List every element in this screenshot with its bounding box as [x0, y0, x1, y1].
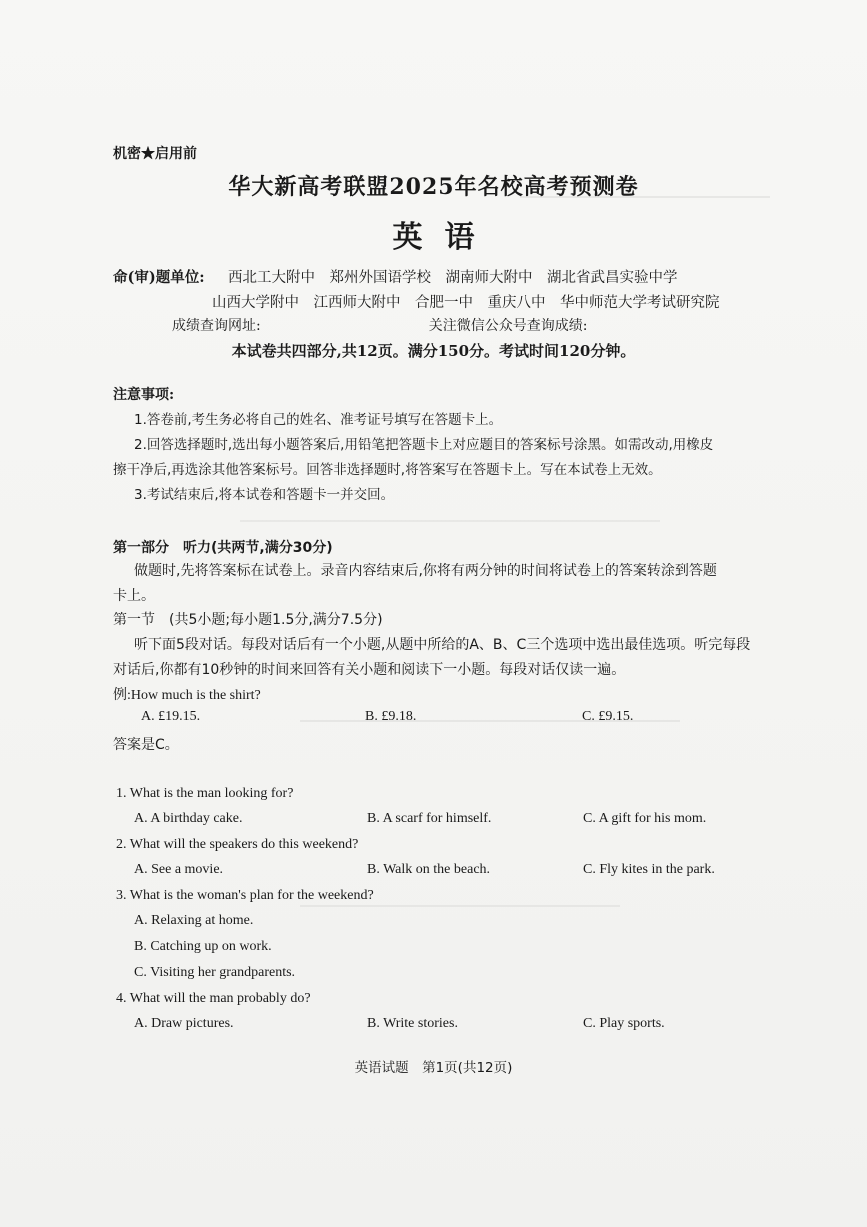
exam-summary: 本试卷共四部分,共12页。满分150分。考试时间120分钟。 [231, 342, 636, 360]
question-4: 4. What will the man probably do? [116, 991, 311, 1006]
question-2-option-c: C. Fly kites in the park. [583, 862, 715, 877]
question-2-option-a: A. See a movie. [134, 862, 224, 877]
score-query-label: 成绩查询网址: [172, 318, 261, 334]
notice-item-1: 1.答卷前,考生务必将自己的姓名、准考证号填写在答题卡上。 [134, 412, 503, 428]
part1-intro-cont: 卡上。 [113, 588, 155, 604]
notice-title: 注意事项: [113, 387, 175, 403]
question-1-option-c: C. A gift for his mom. [583, 811, 707, 826]
question-1-option-b: B. A scarf for himself. [367, 811, 492, 826]
units-line-1: 西北工大附中 郑州外国语学校 湖南师大附中 湖北省武昌实验中学 [228, 270, 678, 286]
example-option-b: B. £9.18. [365, 709, 417, 724]
bleed-through-mark [300, 905, 620, 907]
subject-title: 英语 [392, 220, 497, 255]
question-4-option-c: C. Play sports. [583, 1016, 665, 1031]
units-line-2: 山西大学附中 江西师大附中 合肥一中 重庆八中 华中师范大学考试研究院 [212, 295, 720, 311]
example-option-c: C. £9.15. [582, 709, 634, 724]
question-1: 1. What is the man looking for? [116, 786, 294, 801]
units-label: 命(审)题单位: [113, 269, 205, 286]
question-2-option-b: B. Walk on the beach. [367, 862, 491, 877]
part1-title: 第一部分 听力(共两节,满分30分) [113, 540, 333, 556]
notice-item-3: 3.考试结束后,将本试卷和答题卡一并交回。 [134, 487, 395, 503]
question-3: 3. What is the woman's plan for the weekend? [116, 888, 374, 903]
example-question: 例:How much is the shirt? [113, 688, 261, 703]
section1-instructions: 听下面5段对话。每段对话后有一个小题,从题中所给的A、B、C三个选项中选出最佳选项。听完每段 [134, 637, 751, 653]
bleed-through-mark [240, 520, 660, 522]
question-1-option-a: A. A birthday cake. [134, 811, 243, 826]
confidential-label: 机密★启用前 [113, 146, 197, 162]
part1-intro: 做题时,先将答案标在试卷上。录音内容结束后,你将有两分钟的时间将试卷上的答案转涂到答题 [134, 563, 717, 579]
notice-item-2-cont: 擦干净后,再选涂其他答案标号。回答非选择题时,将答案写在答题卡上。写在本试卷上无效。 [113, 462, 662, 478]
example-option-a: A. £19.15. [141, 709, 201, 724]
example-answer: 答案是C。 [113, 737, 179, 753]
exam-title: 华大新高考联盟2025年名校高考预测卷 [228, 174, 639, 200]
question-3-option-a: A. Relaxing at home. [134, 913, 254, 928]
question-4-option-a: A. Draw pictures. [134, 1016, 234, 1031]
question-3-option-c: C. Visiting her grandparents. [134, 965, 296, 980]
query-line [172, 315, 587, 335]
section1-instructions-cont: 对话后,你都有10秒钟的时间来回答有关小题和阅读下一小题。每段对话仅读一遍。 [113, 662, 626, 678]
question-2: 2. What will the speakers do this weekend? [116, 837, 359, 852]
section1-title: 第一节 (共5小题;每小题1.5分,满分7.5分) [113, 612, 383, 628]
wechat-query-label: 关注微信公众号查询成绩: [428, 318, 588, 334]
question-4-option-b: B. Write stories. [367, 1016, 458, 1031]
question-3-option-b: B. Catching up on work. [134, 939, 272, 954]
notice-item-2: 2.回答选择题时,选出每小题答案后,用铅笔把答题卡上对应题目的答案标号涂黑。如需改动,用橡皮 [134, 437, 714, 453]
page-footer: 英语试题 第1页(共12页) [354, 1060, 513, 1076]
